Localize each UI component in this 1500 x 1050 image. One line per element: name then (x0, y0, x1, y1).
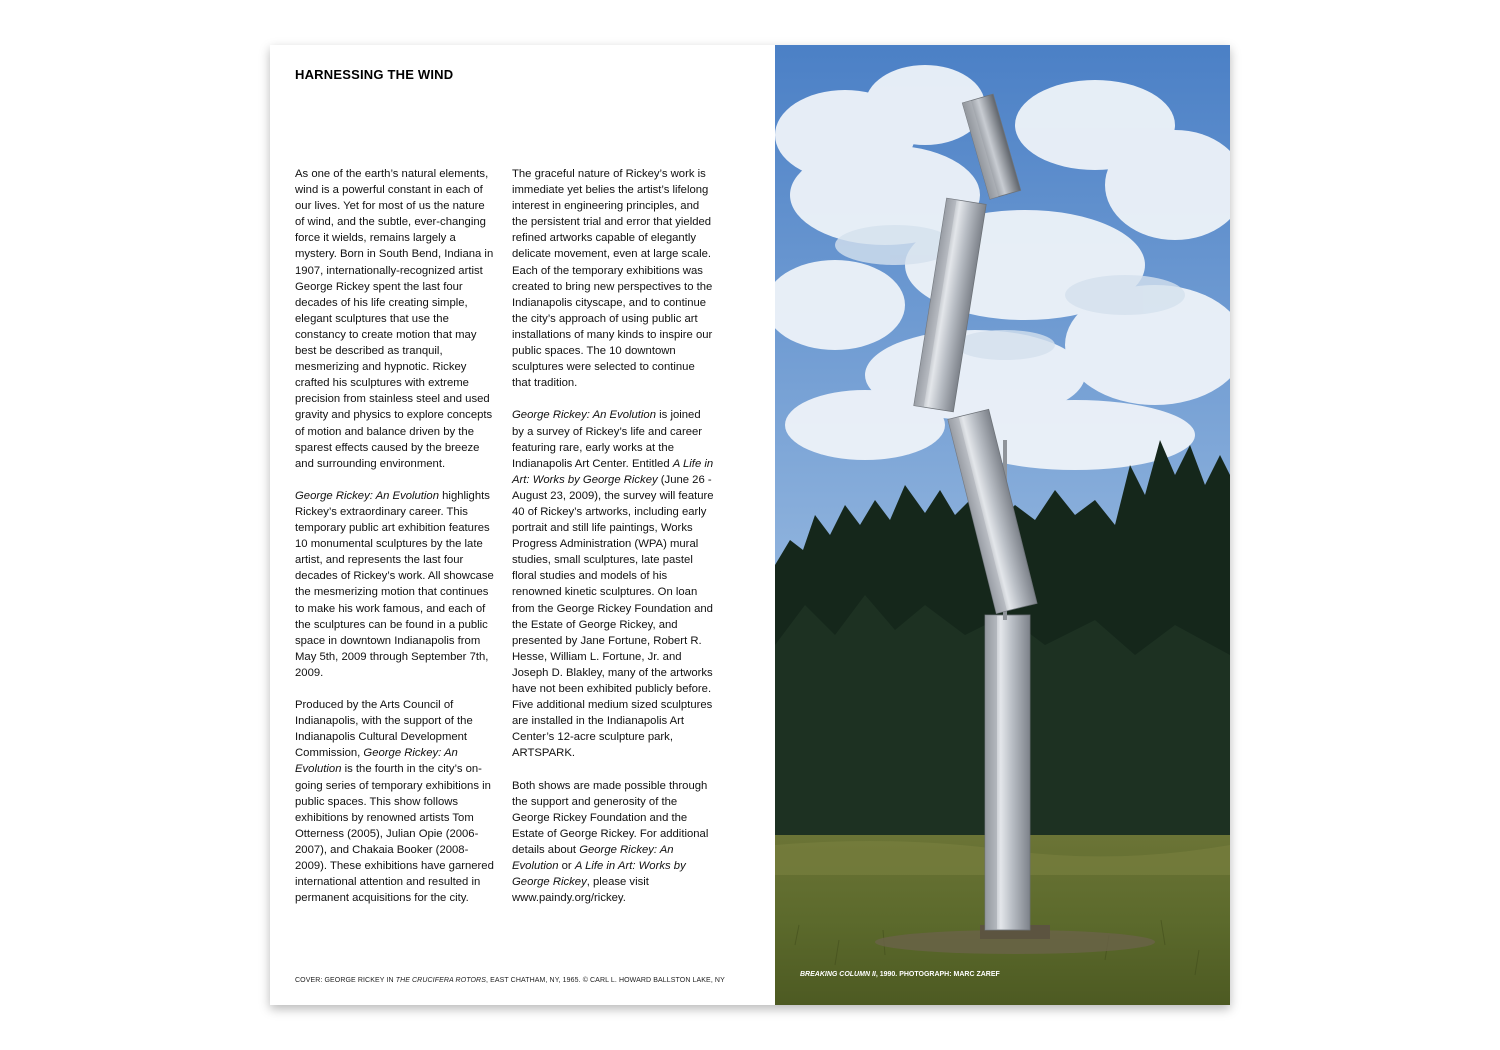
sculpture-photo (775, 45, 1230, 1005)
photo-illustration (775, 45, 1230, 1005)
text-column-1 (295, 166, 497, 922)
brochure-spread (270, 45, 1230, 1005)
page-headline: HARNESSING THE WIND (295, 67, 454, 82)
text-column-2 (512, 166, 714, 922)
left-page (270, 45, 775, 1005)
paragraph: Both shows are made possible through the support and generosity of the George Rickey Foundation and the Estate of George Rickey. For additional details about George Rickey: An Evolution or A Life in Art: Works by George Rickey, please visit www.paindy.org/rickey. (512, 779, 709, 905)
paragraph: George Rickey: An Evolution is joined by a survey of Rickey’s life and career featuring rare, early works at the Indianapolis Art Center. Entitled A Life in Art: Works by George Rickey (June 26 - August 23, 2009), the survey will feature 40 of Rickey’s artworks, including early portrait and still life paintings, Works Progress Administration (WPA) mural studies, small sculptures, late pastel floral studies and models of his renowned kinetic sculptures. On loan from the George Rickey Foundation and the Estate of George Rickey, and presented by Jane Fortune, Robert R. Hesse, William L. Fortune, Jr. and Joseph D. Blakley, many of the artworks have not been exhibited publicly before. Five additional medium sized sculptures are installed in the Indianapolis Art Center’s 12-acre sculpture park, ARTSPARK. (512, 409, 714, 760)
paragraph: The graceful nature of Rickey’s work is immediate yet belies the artist’s lifelong interest in engineering principles, and the persistent trial and error that yielded refined artworks capable of elegantly delicate movement, even at large scale. Each of the temporary exhibitions was created to bring new perspectives to the Indianapolis cityscape, and to continue the city’s approach of using public art installations of many kinds to inspire our public spaces. The 10 downtown sculptures were selected to continue that tradition. (512, 168, 713, 390)
photo-caption: BREAKING COLUMN II, 1990. PHOTOGRAPH: MARC ZAREF (800, 971, 1000, 978)
paragraph: Produced by the Arts Council of Indianapolis, with the support of the Indianapolis Cultural Development Commission, George Rickey: An Evolution is the fourth in the city’s on-going series of temporary exhibitions in public spaces. This show follows exhibitions by renowned artists Tom Otterness (2005), Julian Opie (2006-2007), and Chakaia Booker (2008-2009). These exhibitions have garnered international attention and resulted in permanent acquisitions for the city. (295, 699, 494, 905)
paragraph: As one of the earth’s natural elements, wind is a powerful constant in each of our lives. Yet for most of us the nature of wind, and the subtle, ever-changing force it wields, remains largely a mystery. Born in South Bend, Indiana in 1907, internationally-recognized artist George Rickey spent the last four decades of his life creating simple, elegant sculptures that use the constancy to create motion that may best be described as tranquil, mesmerizing and hypnotic. Rickey crafted his sculptures with extreme precision from stainless steel and used gravity and physics to explore concepts of motion and balance driven by the sparest effects caused by the breeze and surrounding environment. (295, 168, 494, 470)
cover-credit: COVER: GEORGE RICKEY IN THE CRUCIFERA ROTORS, EAST CHATHAM, NY, 1965. © CARL L. HOWARD BALLSTON LAKE, NY (295, 977, 725, 984)
paragraph: George Rickey: An Evolution highlights Rickey’s extraordinary career. This temporary public art exhibition features 10 monumental sculptures by the late artist, and represents the last four decades of Rickey’s work. All showcase the mesmerizing motion that continues to make his work famous, and each of the sculptures can be found in a public space in downtown Indianapolis from May 5th, 2009 through September 7th, 2009. (295, 489, 494, 679)
